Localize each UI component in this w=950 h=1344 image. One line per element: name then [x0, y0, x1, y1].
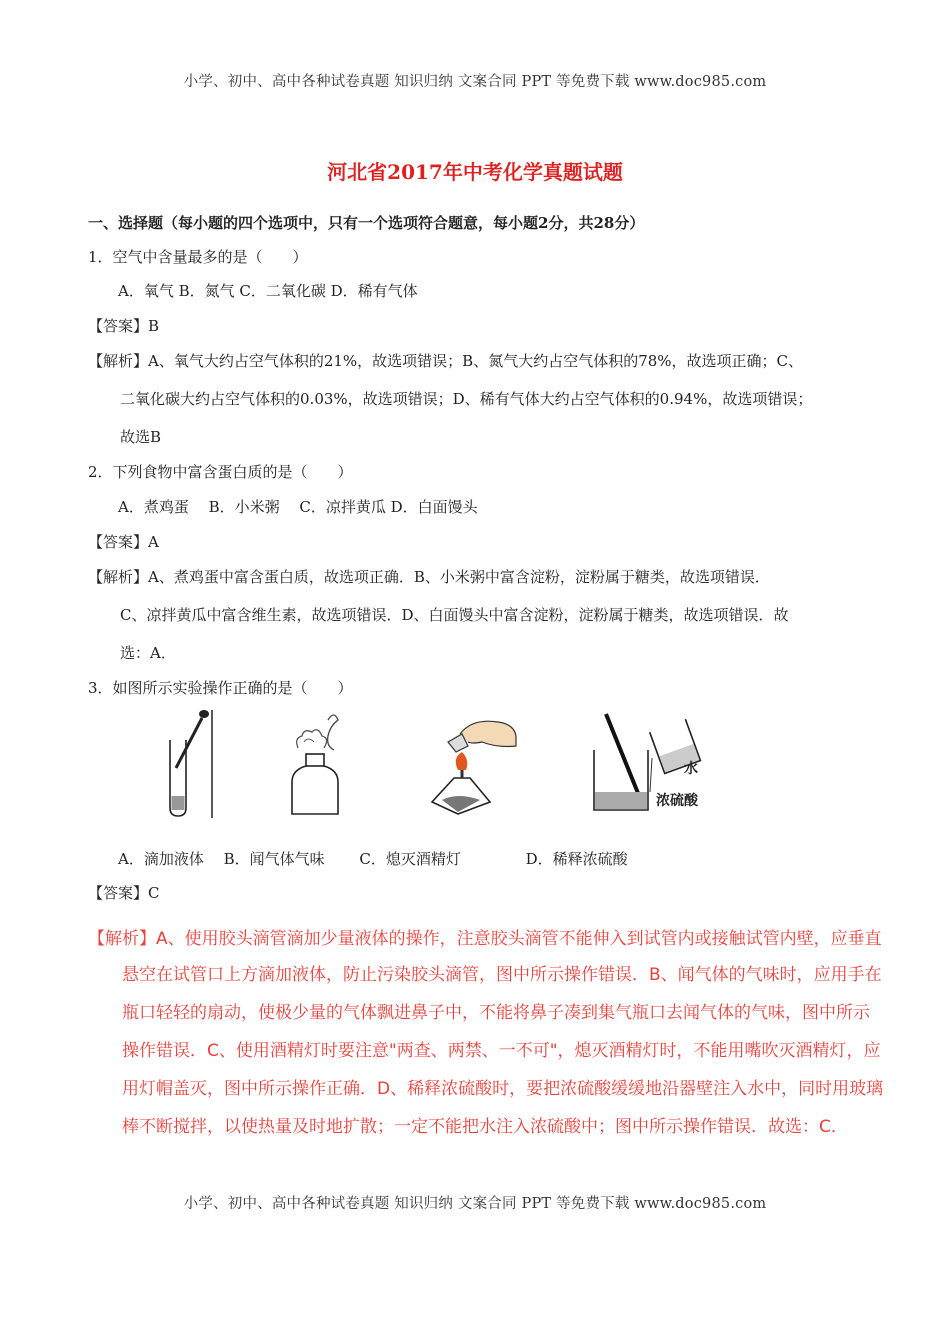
question-2-analysis-line: 【解析】A、煮鸡蛋中富含蛋白质，故选项正确．B、小米粥中富含淀粉，淀粉属于糖类，故选项错误． — [88, 568, 770, 586]
page-title: 河北省2017年中考化学真题试题 — [327, 160, 623, 184]
label-concentrated-acid: 浓硫酸 — [656, 793, 698, 809]
figure-extinguish-lamp — [428, 712, 518, 818]
question-2-analysis-line: C、凉拌黄瓜中富含维生素，故选项错误．D、白面馒头中富含淀粉，淀粉属于糖类，故选项错误．故 — [120, 606, 789, 624]
question-3-analysis-line: 【解析】A、使用胶头滴管滴加少量液体的操作，注意胶头滴管不能伸入到试管内或接触试管内壁，应垂直 — [88, 929, 882, 949]
question-3-analysis-line: 操作错误．C、使用酒精灯时要注意"两查、两禁、一不可"，熄灭酒精灯时，不能用嘴吹灭酒精灯，应 — [122, 1041, 881, 1061]
question-3-analysis-line: 瓶口轻轻的扇动，使极少量的气体飘进鼻子中，不能将鼻子凑到集气瓶口去闻气体的气味，图中所示 — [122, 1003, 870, 1023]
question-1-analysis-line: 【解析】A、氧气大约占空气体积的21%，故选项错误；B、氮气大约占空气体积的78%，故选项正确；C、 — [88, 352, 804, 370]
question-3-analysis-line: 棒不断搅拌，以使热量及时地扩散；一定不能把水注入浓硫酸中；图中所示操作错误．故选：C． — [122, 1117, 848, 1137]
question-2-analysis-line: 选：A． — [120, 644, 176, 662]
question-2-stem: 2．下列食物中富含蛋白质的是（ ） — [88, 463, 353, 481]
question-1-answer: 【答案】B — [88, 317, 160, 335]
question-2-options: A．煮鸡蛋 B．小米粥 C．凉拌黄瓜 D．白面馒头 — [118, 498, 478, 516]
page-header: 小学、初中、高中各种试卷真题 知识归纳 文案合同 PPT 等免费下载 www.doc985.com — [183, 74, 767, 90]
question-3-options: A．滴加液体 B．闻气体气味 C．熄灭酒精灯 D．稀释浓硫酸 — [118, 850, 628, 868]
figure-dilute-acid — [586, 706, 736, 818]
question-3-stem: 3．如图所示实验操作正确的是（ ） — [88, 679, 353, 697]
label-water: 水 — [684, 761, 698, 777]
page-footer: 小学、初中、高中各种试卷真题 知识归纳 文案合同 PPT 等免费下载 www.doc985.com — [183, 1196, 767, 1212]
question-2-answer: 【答案】A — [88, 533, 159, 551]
question-3-analysis-line: 用灯帽盖灭，图中所示操作正确．D、稀释浓硫酸时，要把浓硫酸缓缓地沿器壁注入水中，同时用玻璃 — [122, 1079, 884, 1099]
question-3-analysis-line: 悬空在试管口上方滴加液体，防止污染胶头滴管，图中所示操作错误．B、闻气体的气味时，应用手在 — [122, 965, 882, 985]
question-1-analysis-line: 故选B — [120, 428, 162, 446]
figure-dropping-liquid — [158, 708, 216, 820]
question-1-analysis-line: 二氧化碳大约占空气体积的0.03%，故选项错误；D、稀有气体大约占空气体积的0.94%，故选项错误； — [120, 390, 813, 408]
question-1-options: A．氧气 B．氮气 C．二氧化碳 D．稀有气体 — [118, 282, 418, 300]
section-heading: 一、选择题（每小题的四个选项中，只有一个选项符合题意，每小题2分，共28分） — [88, 214, 645, 232]
question-1-stem: 1．空气中含量最多的是（ ） — [88, 248, 308, 266]
question-3-answer: 【答案】C — [88, 884, 160, 902]
figure-smelling-gas — [284, 706, 348, 820]
